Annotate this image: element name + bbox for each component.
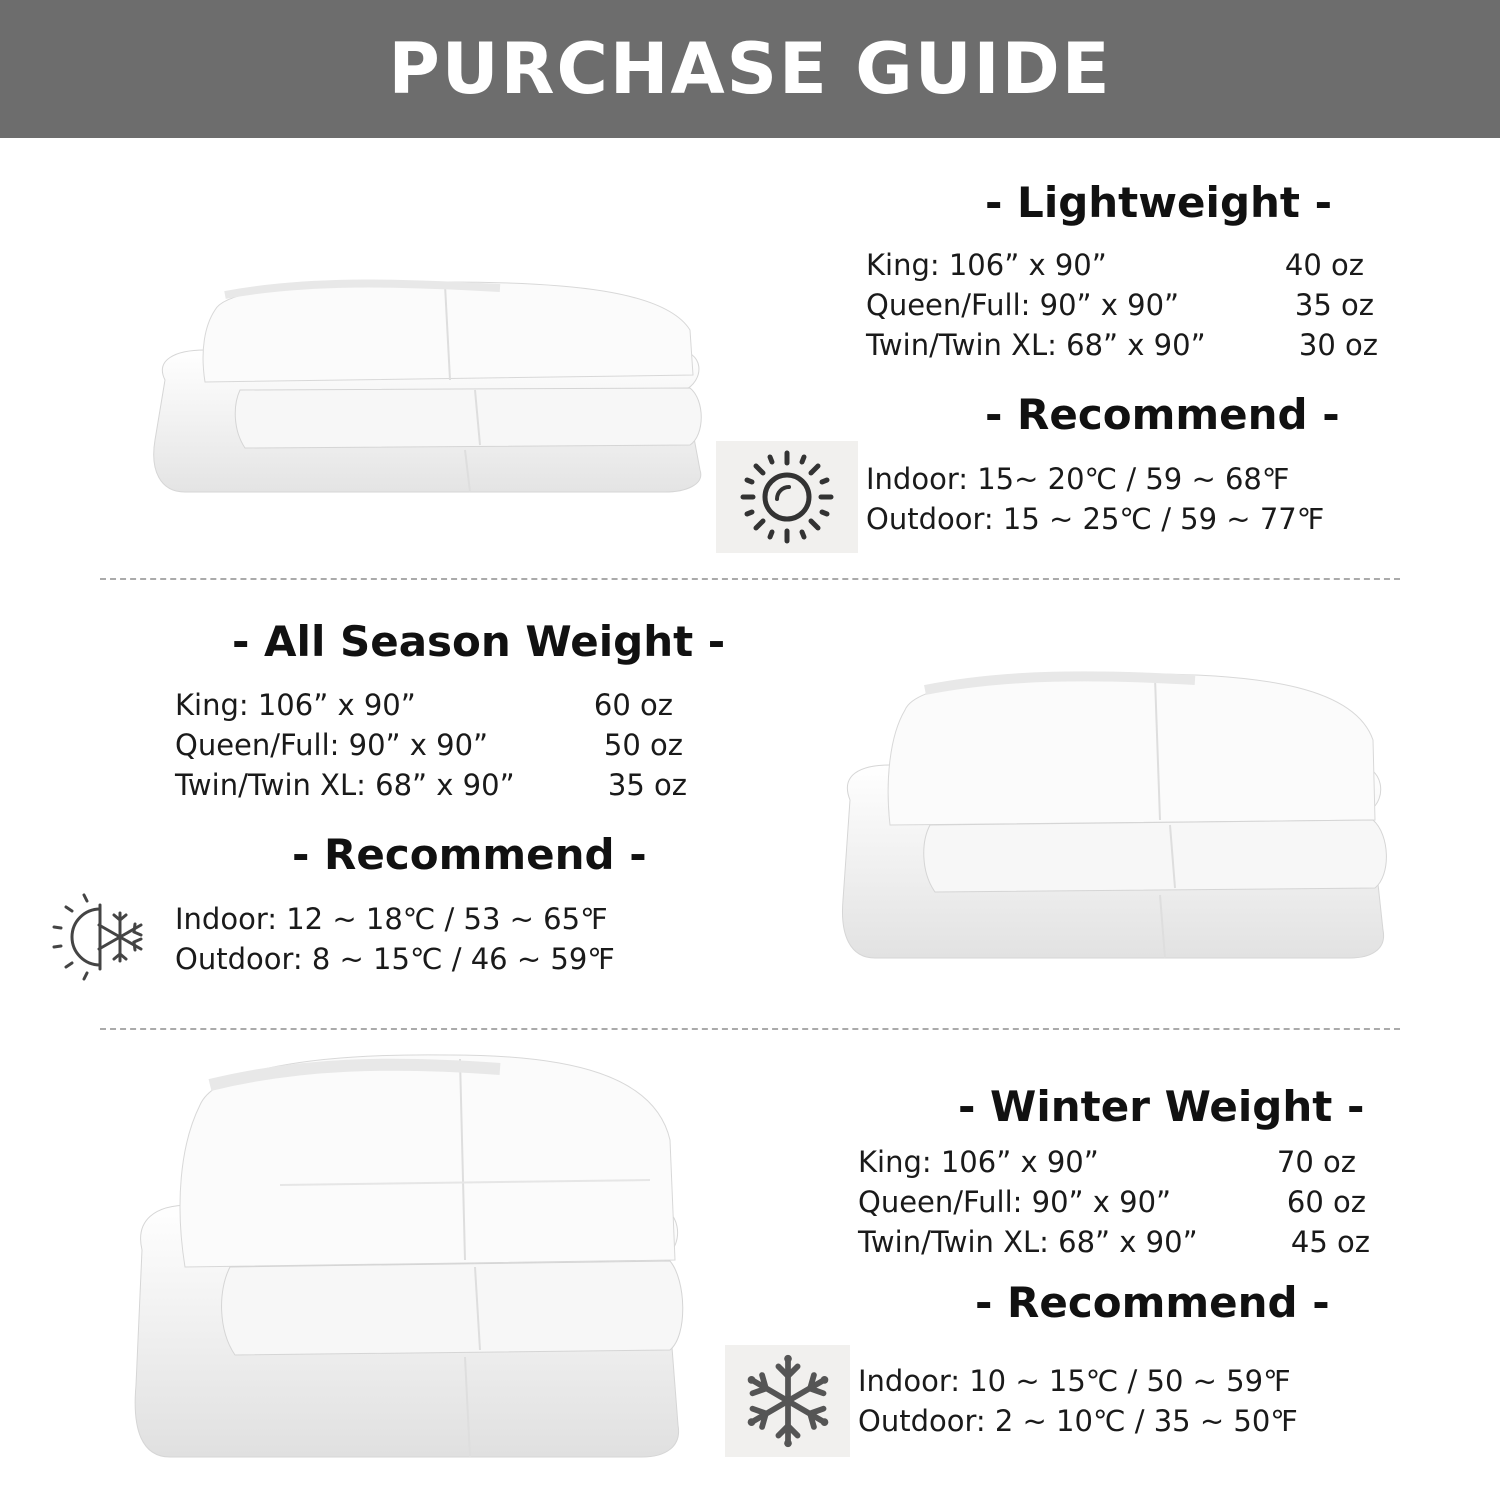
size-label: Twin/Twin XL: 68” x 90” — [175, 768, 515, 802]
lightweight-recommend-title: - Recommend - — [985, 390, 1340, 439]
sun-snowflake-icon — [48, 887, 148, 987]
all-season-title: - All Season Weight - — [232, 617, 726, 666]
size-row — [866, 325, 1378, 365]
section-divider — [100, 578, 1400, 580]
winter-title: - Winter Weight - — [958, 1082, 1365, 1131]
size-label: Queen/Full: 90” x 90” — [866, 288, 1180, 322]
winter-icon-box — [725, 1345, 850, 1457]
size-row — [858, 1142, 1370, 1182]
recommend-outdoor: Outdoor: 15 ~ 25℃ / 59 ~ 77℉ — [866, 502, 1325, 536]
size-label: King: 106” x 90” — [175, 688, 416, 722]
size-row — [866, 245, 1378, 285]
size-row — [175, 685, 687, 725]
size-label: King: 106” x 90” — [866, 248, 1107, 282]
size-label: King: 106” x 90” — [858, 1145, 1099, 1179]
lightweight-size-list — [866, 245, 1378, 365]
recommend-indoor: Indoor: 12 ~ 18℃ / 53 ~ 65℉ — [175, 902, 608, 936]
size-weight: 45 oz — [1290, 1225, 1370, 1259]
lightweight-recommend-list — [866, 459, 1324, 539]
winter-comforter-image — [130, 1045, 690, 1465]
snowflake-icon — [740, 1353, 836, 1449]
page-title: PURCHASE GUIDE — [388, 28, 1112, 110]
all-season-size-list — [175, 685, 687, 805]
size-weight: 35 oz — [607, 768, 687, 802]
header-banner — [0, 0, 1500, 138]
winter-recommend-title: - Recommend - — [975, 1278, 1330, 1327]
size-weight: 35 oz — [1294, 288, 1374, 322]
size-row — [858, 1222, 1370, 1262]
all-season-recommend-title: - Recommend - — [292, 830, 647, 879]
winter-size-list — [858, 1142, 1370, 1262]
lightweight-title: - Lightweight - — [985, 178, 1333, 227]
all-season-recommend-list — [175, 899, 615, 979]
size-weight: 60 oz — [1286, 1185, 1366, 1219]
size-weight: 40 oz — [1284, 248, 1364, 282]
all-season-comforter-image — [835, 660, 1395, 965]
size-label: Queen/Full: 90” x 90” — [175, 728, 489, 762]
lightweight-icon-box — [716, 441, 858, 553]
size-weight: 30 oz — [1298, 328, 1378, 362]
size-label: Queen/Full: 90” x 90” — [858, 1185, 1172, 1219]
recommend-indoor: Indoor: 10 ~ 15℃ / 50 ~ 59℉ — [858, 1364, 1291, 1398]
size-row — [175, 725, 687, 765]
size-weight: 70 oz — [1276, 1145, 1356, 1179]
recommend-outdoor: Outdoor: 8 ~ 15℃ / 46 ~ 59℉ — [175, 942, 615, 976]
recommend-outdoor: Outdoor: 2 ~ 10℃ / 35 ~ 50℉ — [858, 1404, 1298, 1438]
lightweight-comforter-image — [145, 270, 715, 500]
size-row — [866, 285, 1378, 325]
sun-icon — [737, 447, 837, 547]
size-row — [175, 765, 687, 805]
size-label: Twin/Twin XL: 68” x 90” — [858, 1225, 1198, 1259]
size-label: Twin/Twin XL: 68” x 90” — [866, 328, 1206, 362]
size-row — [858, 1182, 1370, 1222]
recommend-indoor: Indoor: 15~ 20℃ / 59 ~ 68℉ — [866, 462, 1290, 496]
size-weight: 50 oz — [603, 728, 683, 762]
winter-recommend-list — [858, 1361, 1298, 1441]
section-divider — [100, 1028, 1400, 1030]
size-weight: 60 oz — [593, 688, 673, 722]
